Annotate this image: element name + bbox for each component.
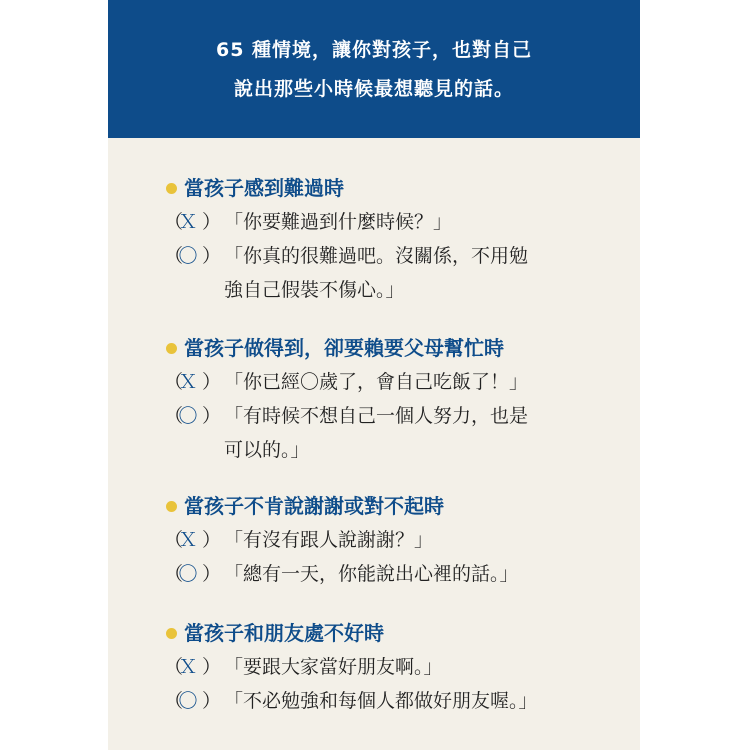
right-row bbox=[162, 243, 622, 269]
right-mark: （ 〇 ） bbox=[164, 690, 222, 712]
header-banner bbox=[108, 0, 640, 138]
right-quote: 「有時候不想自己一個人努力，也是 bbox=[224, 405, 529, 427]
section-title: 當孩子感到難過時 bbox=[184, 176, 344, 200]
circle-icon: 〇 bbox=[178, 690, 198, 712]
right-mark: （ 〇 ） bbox=[164, 563, 222, 585]
header-line-1: 65 種情境，讓你對孩子，也對自己 bbox=[215, 39, 533, 61]
cross-icon: Ｘ bbox=[178, 211, 198, 233]
wrong-mark: （ Ｘ ） bbox=[164, 211, 222, 233]
wrong-quote: 「你要難過到什麼時候？」 bbox=[224, 211, 453, 233]
quote-card bbox=[108, 0, 640, 750]
wrong-quote: 「要跟大家當好朋友啊。」 bbox=[224, 656, 443, 678]
right-mark: （ 〇 ） bbox=[164, 245, 222, 267]
wrong-row bbox=[162, 527, 622, 553]
right-row bbox=[162, 403, 622, 429]
right-row bbox=[162, 561, 622, 587]
bullet-dot-icon bbox=[166, 628, 177, 639]
wrong-mark: （ Ｘ ） bbox=[164, 656, 222, 678]
right-quote: 「你真的很難過吧。沒關係，不用勉 bbox=[224, 245, 529, 267]
wrong-row bbox=[162, 209, 622, 235]
circle-icon: 〇 bbox=[178, 405, 198, 427]
section-title: 當孩子不肯說謝謝或對不起時 bbox=[184, 494, 444, 518]
cross-icon: Ｘ bbox=[178, 656, 198, 678]
bullet-dot-icon bbox=[166, 501, 177, 512]
right-quote: 「不必勉強和每個人都做好朋友喔。」 bbox=[224, 690, 538, 712]
bullet-dot-icon bbox=[166, 343, 177, 354]
circle-icon: 〇 bbox=[178, 563, 198, 585]
right-row bbox=[162, 688, 622, 714]
right-quote-continued: 可以的。」 bbox=[224, 439, 310, 461]
header-line-2: 說出那些小時候最想聽見的話。 bbox=[233, 78, 514, 100]
bullet-dot-icon bbox=[166, 183, 177, 194]
right-mark: （ 〇 ） bbox=[164, 405, 222, 427]
wrong-mark: （ Ｘ ） bbox=[164, 529, 222, 551]
wrong-quote: 「有沒有跟人說謝謝？」 bbox=[224, 529, 434, 551]
cross-icon: Ｘ bbox=[178, 529, 198, 551]
cross-icon: Ｘ bbox=[178, 371, 198, 393]
wrong-quote: 「你已經〇歲了，會自己吃飯了！」 bbox=[224, 371, 529, 393]
section-title: 當孩子做得到，卻要賴要父母幫忙時 bbox=[184, 336, 504, 360]
section-title: 當孩子和朋友處不好時 bbox=[184, 621, 384, 645]
wrong-row bbox=[162, 654, 622, 680]
circle-icon: 〇 bbox=[178, 245, 198, 267]
right-quote: 「總有一天，你能說出心裡的話。」 bbox=[224, 563, 519, 585]
wrong-mark: （ Ｘ ） bbox=[164, 371, 222, 393]
right-quote-continued: 強自己假裝不傷心。」 bbox=[224, 279, 405, 301]
wrong-row bbox=[162, 369, 622, 395]
